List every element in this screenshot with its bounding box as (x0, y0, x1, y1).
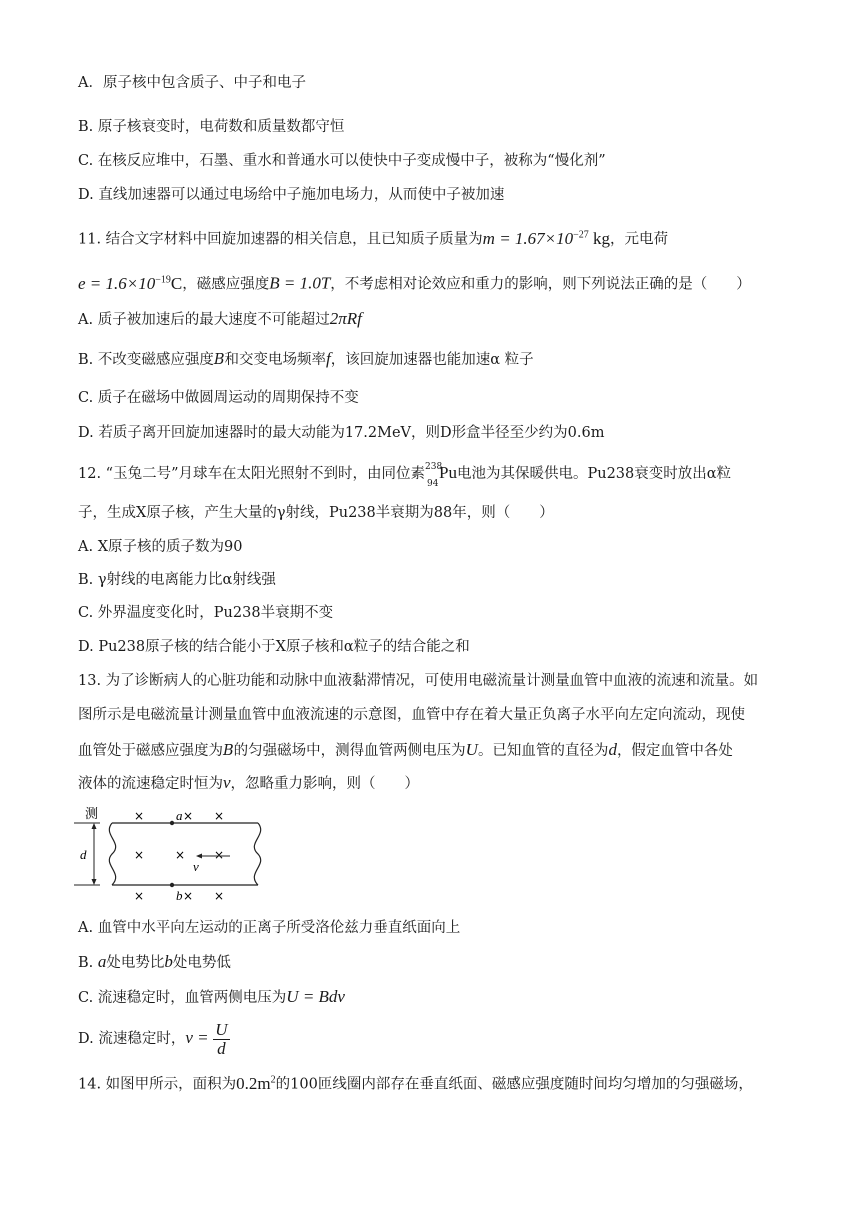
label-d: d (80, 847, 87, 862)
field-cross: × (214, 848, 225, 862)
q11-stem-text: 11. 结合文字材料中回旋加速器的相关信息，且已知质子质量为 (78, 231, 483, 248)
vessel-right-end (254, 823, 260, 885)
q12-option-b: B. γ射线的电离能力比α射线强 (78, 572, 276, 588)
dimension-arrow-head-bottom (92, 879, 97, 885)
q13-option-d-fraction: $\frac{U}{d}$ (215, 1019, 228, 1058)
q13-stem-line1: 13. 为了诊断病人的心脏功能和动脉中血液黏滞情况，可使用电磁流量计测量血管中血液的流速和流量。如 (78, 673, 759, 689)
q12-option-c: C. 外界温度变化时，Pu238半衰期不变 (78, 605, 334, 621)
label-v: v (193, 859, 199, 874)
velocity-arrow-head (196, 854, 202, 859)
q10-option-a: A．原子核中包含质子、中子和电子 (78, 75, 306, 91)
q13-option-b: B. a处电势比b处电势低 (78, 952, 231, 971)
q14-stem-line1: 14. 如图甲所示，面积为$0.2m^2$的100匝线圈内部存在垂直纸面、磁感应强度随时间均匀增加的匀强磁场， (78, 1073, 753, 1093)
field-cross: × (183, 889, 194, 903)
q13-option-a: A. 血管中水平向左运动的正离子所受洛伦兹力垂直纸面向上 (78, 920, 461, 936)
vessel-left-end (109, 823, 115, 885)
field-cross: × (214, 889, 225, 903)
field-cross: × (134, 809, 145, 823)
q11-stem-text-end: ，不考虑相对论效应和重力的影响，则下列说法正确的是（ ） (330, 276, 751, 293)
q14-area: $0.2m^2$ (236, 1073, 276, 1093)
point-a (170, 821, 174, 825)
q12-option-d: D. Pu238原子核的结合能小于X原子核和α粒子的结合能之和 (78, 639, 470, 655)
field-cross: × (134, 848, 145, 862)
blood-vessel-diagram (72, 803, 272, 907)
q11-stem-line2 (78, 270, 751, 295)
q11-stem-text: ，磁感应强度 (182, 276, 270, 293)
q11-option-b: B. 不改变磁感应强度B和交变电场频率f，该回旋加速器也能加速α 粒子 (78, 349, 534, 368)
q13-stem-line2: 图所示是电磁流量计测量血管中血液流速的示意图，血管中存在着大量正负离子水平向左定向流动，现使 (78, 707, 745, 723)
q10-option-b: B. 原子核衰变时，电荷数和质量数都守恒 (78, 119, 345, 135)
blood-vessel-figure (72, 803, 272, 907)
q11-mass-formula: $m = 1.67\times 10^{-27}$ kg (482, 228, 611, 248)
q11-field-formula: B = 1.0T (269, 273, 331, 293)
q13-stem-line3: 血管处于磁感应强度为B的匀强磁场中，测得血管两侧电压为U。已知血管的直径为d，假定血管中各处 (78, 740, 733, 759)
q13-option-d: D. 流速稳定时，v = $\frac{U}{d}$ (78, 1019, 228, 1058)
q10-option-c: C. 在核反应堆中，石墨、重水和普通水可以使快中子变成慢中子，被称为“慢化剂” (78, 153, 606, 169)
field-cross: × (214, 809, 225, 823)
q11-stem-line1 (78, 225, 668, 250)
q12-stem-line1: 12. “玉兔二号”月球车在太阳光照射不到时，由同位素 238 94 Pu电池为其保暖供电。Pu238衰变时放出α粒 (78, 462, 732, 489)
point-b (170, 883, 174, 887)
q11-option-c: C. 质子在磁场中做圆周运动的周期保持不变 (78, 390, 359, 406)
q13-stem-line4: 液体的流速稳定时恒为v，忽略重力影响，则（ ） (78, 773, 420, 792)
q11-option-a: A. 质子被加速后的最大速度不可能超过2πRf (78, 309, 362, 328)
q11-option-d: D. 若质子离开回旋加速器时的最大动能为17.2MeV，则D形盒半径至少约为0.6m (78, 425, 605, 441)
figure-label-top: 测 (85, 807, 99, 822)
dimension-arrow-head-top (92, 823, 97, 829)
label-a: a (176, 808, 183, 823)
q12-isotope-symbol: 238 94 Pu (425, 462, 457, 489)
q12-option-a: A. X原子核的质子数为90 (78, 539, 243, 555)
field-cross: × (175, 848, 186, 862)
q12-stem-line2: 子，生成X原子核，产生大量的γ射线，Pu238半衰期为88年，则（ ） (78, 505, 554, 521)
q13-option-c: C. 流速稳定时，血管两侧电压为U = Bdv (78, 987, 345, 1006)
q10-option-d: D. 直线加速器可以通过电场给中子施加电场力，从而使中子被加速 (78, 187, 505, 203)
field-cross: × (183, 809, 194, 823)
q11-stem-text-end: ，元电荷 (610, 231, 669, 248)
field-cross: × (134, 889, 145, 903)
q11-charge-formula: $e = 1.6\times 10^{-19}C$ (78, 273, 183, 293)
label-b: b (176, 888, 183, 903)
